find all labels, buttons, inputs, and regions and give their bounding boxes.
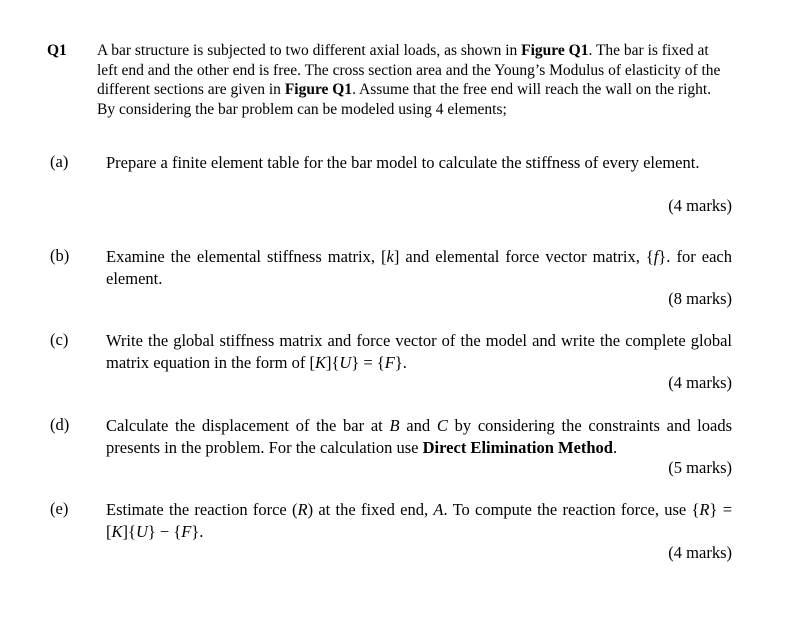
intro-text-2: . The bar is fixed at left end and the other end is free. The cross section area and the Young’s Modulus of elasticity of the different sections are given in <box>97 42 721 98</box>
part-d-marks: (5 marks) <box>668 458 732 477</box>
part-b-marks: (8 marks) <box>668 289 732 308</box>
part-e-text-5: ]{ <box>122 521 136 541</box>
part-d-text-3: by considering the constraints and loads presents in the problem. For the calculation use <box>106 416 733 457</box>
part-c-text-3: } = { <box>351 352 385 372</box>
part-c-marks: (4 marks) <box>668 373 732 392</box>
part-e-text-7: }. <box>191 521 204 541</box>
symbol-U-global: U <box>135 521 148 541</box>
intro-text-1: A bar structure is subjected to two different axial loads, as shown in <box>97 42 522 59</box>
part-b-text-1: Examine the elemental stiffness matrix, [ <box>106 247 387 266</box>
symbol-U: U <box>339 352 352 372</box>
part-b-text-3: }. for each element. <box>106 247 732 288</box>
figure-reference-2: Figure Q1 <box>284 81 353 98</box>
part-c-text-2: ]{ <box>325 352 340 372</box>
part-a-text: Prepare a finite element table for the bar model to calculate the stiffness of every element. <box>106 153 700 172</box>
symbol-k: k <box>386 247 394 266</box>
figure-reference-1: Figure Q1 <box>521 42 589 59</box>
part-e-text-3: . To compute the reaction force, use { <box>443 500 700 519</box>
symbol-K: K <box>314 352 326 372</box>
part-e-text-1: Estimate the reaction force ( <box>106 500 298 519</box>
part-d-label: (d) <box>50 415 70 434</box>
symbol-R-vector: R <box>699 500 710 519</box>
part-c-text-1: Write the global stiffness matrix and force vector of the model and write the complete global matrix equation in the form of [ <box>106 331 732 372</box>
method-name: Direct Elimination Method <box>422 437 613 457</box>
symbol-F: F <box>384 352 395 372</box>
part-b-text <box>106 246 732 289</box>
symbol-f: f <box>653 247 659 266</box>
part-d-text <box>106 415 732 458</box>
part-c-label: (c) <box>50 330 69 349</box>
symbol-F-global: F <box>181 521 192 541</box>
part-d-text-2: and <box>399 416 437 435</box>
question-number: Q1 <box>47 42 67 59</box>
part-e-text-2: ) at the fixed end, <box>307 500 434 519</box>
part-e-marks: (4 marks) <box>668 543 732 562</box>
part-a-marks: (4 marks) <box>668 196 732 215</box>
part-b-label: (b) <box>50 246 70 265</box>
part-e-text-6: } − { <box>147 521 182 541</box>
part-e-text <box>106 499 732 542</box>
part-b-text-2: ] and elemental force vector matrix, { <box>393 247 654 266</box>
symbol-R: R <box>297 500 308 519</box>
part-d-text-4: . <box>613 437 618 457</box>
part-c-text <box>106 330 732 373</box>
symbol-K-global: K <box>111 521 123 541</box>
part-e-text-4: } = [ <box>106 500 732 541</box>
part-a-label: (a) <box>50 152 69 171</box>
symbol-B: B <box>389 416 400 435</box>
question-intro <box>97 41 732 119</box>
part-c-text-4: }. <box>394 352 407 372</box>
symbol-C: C <box>436 416 448 435</box>
intro-text-3: . Assume that the free end will reach the wall on the right. By considering the bar problem can be modeled using 4 elements; <box>97 81 712 118</box>
part-e-label: (e) <box>50 499 69 518</box>
part-d-text-1: Calculate the displacement of the bar at <box>106 416 390 435</box>
symbol-A: A <box>433 500 444 519</box>
